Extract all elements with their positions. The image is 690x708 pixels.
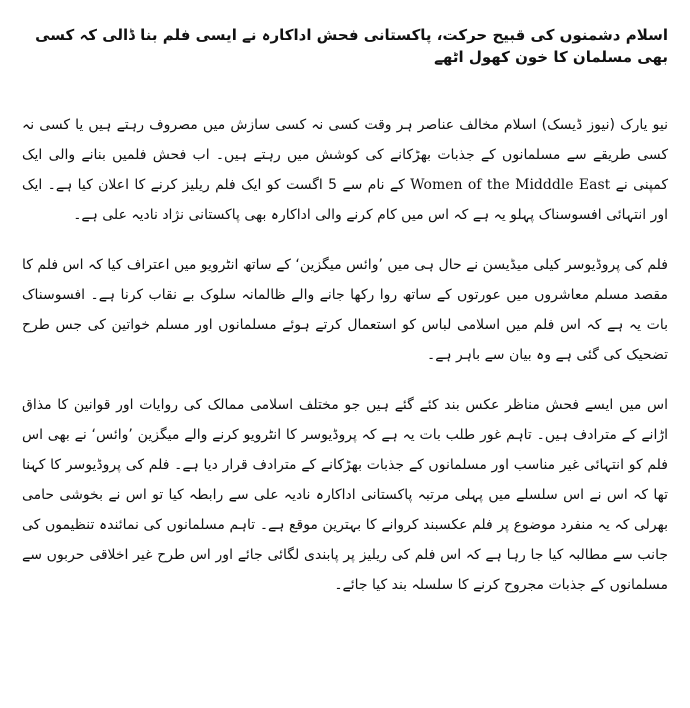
article-paragraph-1 [22,110,668,230]
paragraph-1-text-start: نیو یارک (نیوز ڈیسک) اسلام مخالف عناصر ہر وقت کسی نہ کسی سازش میں مصروف رہتے ہیں یا کسی نہ کسی طریقے سے مسلمانوں کے جذبات بھڑکانے کی کوشش میں رہتے ہیں۔ اب فحش فلمیں بنانے والی ایک کمپنی نے [22,117,668,193]
article-paragraph-3: اس میں ایسے فحش مناظر عکس بند کئے گئے ہیں جو مختلف اسلامی ممالک کی روایات اور قوانین کا مذاق اڑانے کے مترادف ہیں۔ تاہم غور طلب بات یہ ہے کہ پروڈیوسر کا انٹرویو کرنے والے میگزین ’وائس‘ نے بھی اس فلم کو انتہائی غیر مناسب اور مسلمانوں کے جذبات بھڑکانے کے مترادف قرار دیا ہے۔ فلم کی پروڈیوسر کا کہنا تھا کہ اس نے اس سلسلے میں پہلی مرتبہ پاکستانی اداکارہ نادیہ علی سے رابطہ کیا تو اس نے بخوشی حامی بھرلی کہ یہ منفرد موضوع پر فلم عکسبند کروانے کا بہترین موقع ہے۔ تاہم مسلمانوں کی نمائندہ تنظیموں کی جانب سے مطالبہ کیا جا رہا ہے کہ اس فلم کی ریلیز پر پابندی لگائی جائے اور اس طرح غیر اخلاقی حربوں سے مسلمانوں کے جذبات مجروح کرنے کا سلسلہ بند کیا جائے۔ [22,397,668,593]
paragraph-1-text-end: کے نام سے 5 اگست کو ایک فلم ریلیز کرنے کا اعلان کیا ہے۔ ایک اور انتہائی افسوسناک پہلو یہ ہے کہ اس میں کام کرنے والی اداکارہ بھی پاکستانی نژاد نادیہ علی ہے۔ [22,177,668,223]
article-headline: اسلام دشمنوں کی قبیح حرکت، پاکستانی فحش اداکارہ نے ایسی فلم بنا ڈالی کہ کسی بھی مسلمان کا خون کھول اٹھے [35,26,668,66]
film-title: Women of the Midddle East [410,177,611,193]
article-paragraph-2: فلم کی پروڈیوسر کیلی میڈیسن نے حال ہی میں ’وائس میگزین‘ کے ساتھ انٹرویو میں اعتراف کیا کہ اس فلم کا مقصد مسلم معاشروں میں عورتوں کے ساتھ روا رکھا جانے والے ظالمانہ سلوک بے نقاب کرنا ہے۔ افسوسناک بات یہ ہے کہ اس فلم میں اسلامی لباس کو استعمال کرتے ہوئے مسلمانوں اور مسلم خواتین کی جس طرح تضحیک کی گئی ہے وہ بیان سے باہر ہے۔ [22,257,668,363]
